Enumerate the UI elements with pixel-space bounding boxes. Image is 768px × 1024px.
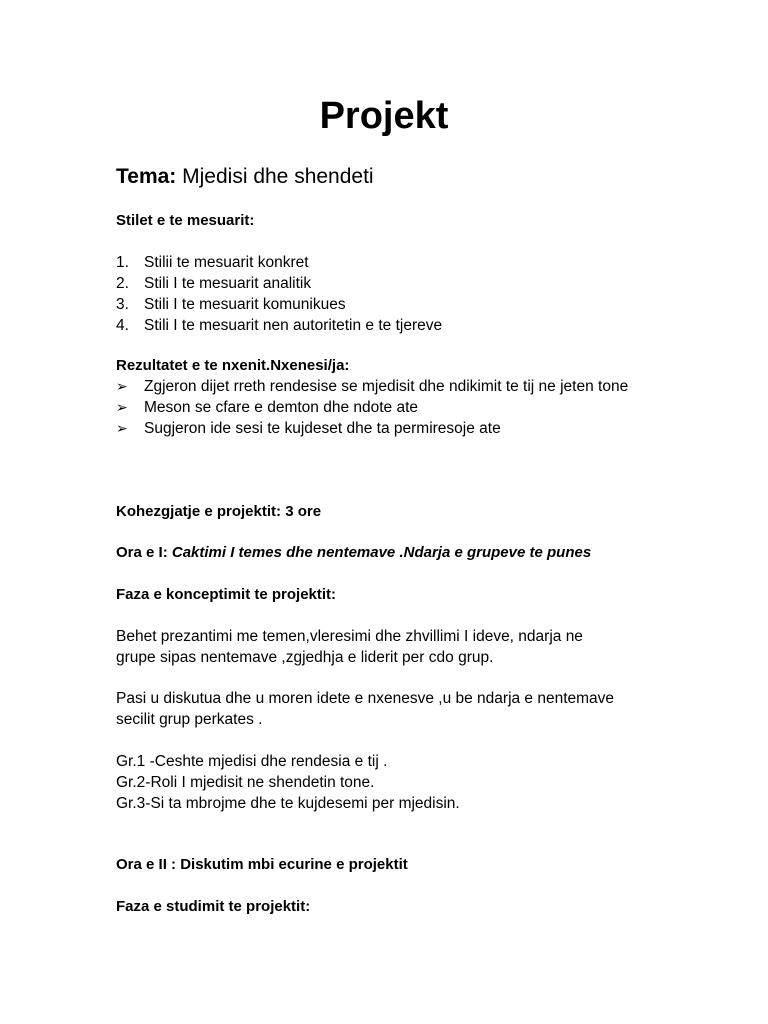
stilet-list	[116, 252, 442, 336]
paragraph-1-line-1: Behet prezantimi me temen,vleresimi dhe zhvillimi I ideve, ndarja ne	[116, 628, 583, 645]
ora2-heading: Ora e II : Diskutim mbi ecurine e projektit	[116, 856, 408, 873]
faza-konceptimit-heading: Faza e konceptimit te projektit:	[116, 586, 337, 603]
list-number: 2.	[116, 275, 129, 292]
stilet-heading: Stilet e te mesuarit:	[116, 212, 255, 229]
list-item	[116, 315, 442, 336]
list-text: Zgjeron dijet rreth rendesise se mjedisit dhe ndikimit te tij ne jeten tone	[144, 378, 629, 395]
list-text: Sugjeron ide sesi te kujdeset dhe ta permiresoje ate	[144, 420, 501, 437]
paragraph-2-line-2: secilit grup perkates .	[116, 711, 263, 728]
list-item	[116, 252, 442, 273]
list-item	[116, 376, 684, 397]
list-item	[116, 273, 442, 294]
list-text: Stilii te mesuarit konkret	[144, 254, 309, 271]
group-item-3: Gr.3-Si ta mbrojme dhe te kujdesemi per mjedisin.	[116, 795, 460, 812]
arrow-bullet-icon: ➢	[116, 399, 128, 415]
rezultatet-heading: Rezultatet e te nxenit.Nxenesi/ja:	[116, 357, 350, 374]
list-number: 3.	[116, 296, 129, 313]
tema-label: Tema:	[116, 165, 177, 188]
tema-value: Mjedisi dhe shendeti	[182, 165, 374, 188]
paragraph-2-line-1: Pasi u diskutua dhe u moren idete e nxenesve ,u be ndarja e nentemave	[116, 690, 615, 707]
list-number: 1.	[116, 254, 129, 271]
faza-studimit-heading: Faza e studimit te projektit:	[116, 898, 311, 915]
list-item	[116, 294, 442, 315]
list-text: Stili I te mesuarit nen autoritetin e te tjereve	[144, 317, 443, 334]
document-title: Projekt	[319, 95, 449, 137]
tema-line	[116, 164, 374, 190]
rezultatet-list	[116, 376, 684, 439]
list-number: 4.	[116, 317, 129, 334]
list-item	[116, 418, 684, 439]
list-text: Stili I te mesuarit komunikues	[144, 296, 346, 313]
group-item-1: Gr.1 -Ceshte mjedisi dhe rendesia e tij .	[116, 753, 388, 770]
group-item-2: Gr.2-Roli I mjedisit ne shendetin tone.	[116, 774, 375, 791]
paragraph-1-line-2: grupe sipas nentemave ,zgjedhja e liderit per cdo grup.	[116, 649, 494, 666]
ora1-label: Ora e I:	[116, 544, 172, 561]
arrow-bullet-icon: ➢	[116, 420, 128, 436]
kohezgjatje-line: Kohezgjatje e projektit: 3 ore	[116, 503, 322, 520]
list-text: Meson se cfare e demton dhe ndote ate	[144, 399, 419, 416]
arrow-bullet-icon: ➢	[116, 378, 128, 394]
list-text: Stili I te mesuarit analitik	[144, 275, 312, 292]
ora1-line	[116, 543, 591, 563]
ora1-value: Caktimi I temes dhe nentemave .Ndarja e grupeve te punes	[171, 544, 592, 561]
list-item	[116, 397, 684, 418]
